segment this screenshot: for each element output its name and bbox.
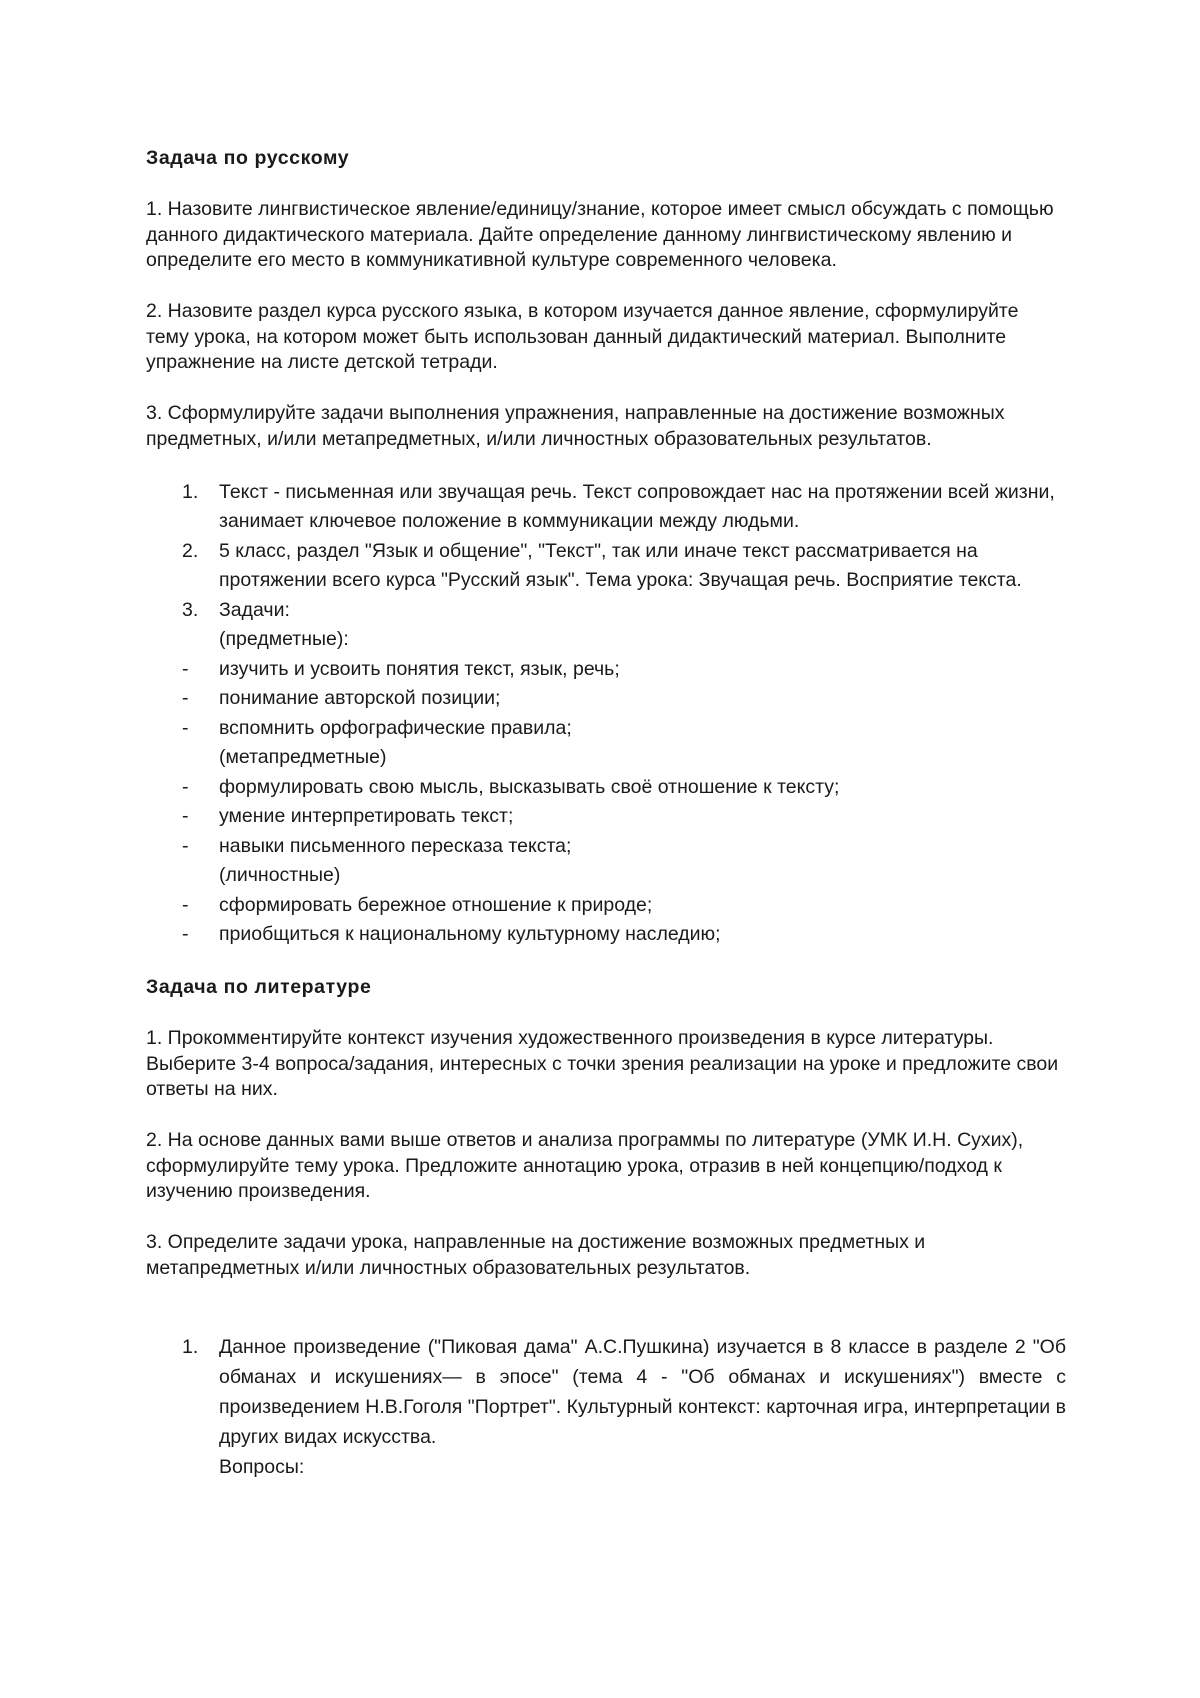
dash-marker: -: [182, 775, 189, 798]
list-number: 1.: [182, 480, 199, 503]
tasks-label: Задачи:: [219, 598, 290, 621]
list-item-text: вспомнить орфографические правила;: [219, 716, 572, 739]
list-number: 1.: [182, 1336, 199, 1358]
russian-answer-1-text: Текст - письменная или звучащая речь. Текст сопровождает нас на протяжении всей жизни, занимает ключевое положение в коммуникации между людьми.: [219, 480, 1055, 532]
literature-answer-1: [146, 1332, 1066, 1482]
russian-answer-2-text: 5 класс, раздел "Язык и общение", "Текст", так или иначе текст рассматривается на протяжении всего курса "Русский язык". Тема урока: Звучащая речь. Восприятие текста.: [219, 539, 1022, 591]
dash-marker: -: [182, 687, 189, 709]
list-item: [146, 714, 1066, 744]
russian-answers-list: [146, 478, 1066, 950]
list-number: 3.: [182, 598, 199, 621]
list-item-text: приобщиться к национальному культурному наследию;: [219, 923, 721, 945]
dash-marker: -: [182, 834, 189, 857]
list-item-text: формулировать свою мысль, высказывать своё отношение к тексту;: [219, 775, 840, 798]
list-item-text: умение интерпретировать текст;: [219, 805, 514, 827]
objectives-group-metasubject: [182, 743, 1066, 861]
russian-task-1: 1. Назовите лингвистическое явление/единицу/знание, которое имеет смысл обсуждать с помощью данного дидактического материала. Дайте определение данному лингвистическому явлению и определите его место в коммуникативной культуре современного человека.: [146, 198, 1054, 271]
list-item-text: сформировать бережное отношение к природе;: [219, 893, 653, 916]
dash-marker: -: [182, 923, 189, 945]
list-item-text: изучить и усвоить понятия текст, язык, речь;: [219, 657, 620, 680]
russian-section-title: Задача по русскому: [146, 147, 350, 169]
russian-answer-1: [146, 478, 1066, 537]
russian-answer-3: [146, 596, 1066, 950]
questions-label: Вопросы:: [219, 1456, 305, 1478]
list-item: [146, 891, 1066, 921]
list-item-text: навыки письменного пересказа текста;: [219, 834, 572, 857]
russian-task-3: 3. Сформулируйте задачи выполнения упражнения, направленные на достижение возможных предметных, и/или метапредметных, и/или личностных образовательных результатов.: [146, 402, 1005, 450]
list-item: [146, 802, 1066, 832]
objectives-group-personal: [182, 861, 1066, 950]
literature-answers-list: [146, 1332, 1066, 1482]
literature-task-1: 1. Прокомментируйте контекст изучения художественного произведения в курсе литературы. Выберите 3-4 вопроса/задания, интересных с точки зрения реализации на уроке и предложите свои ответы на них.: [146, 1027, 1059, 1100]
dash-marker: -: [182, 657, 189, 680]
list-item: [146, 655, 1066, 685]
list-number: 2.: [182, 539, 199, 562]
list-item-text: понимание авторской позиции;: [219, 687, 501, 709]
list-item: [146, 832, 1066, 862]
list-item: [146, 684, 1066, 714]
list-item: [146, 773, 1066, 803]
russian-task-2: 2. Назовите раздел курса русского языка, в котором изучается данное явление, сформулируйте тему урока, на котором может быть использован данный дидактический материал. Выполните упражнение на листе детской тетради.: [146, 300, 1019, 373]
literature-task-3: 3. Определите задачи урока, направленные на достижение возможных предметных и метапредметных и/или личностных образовательных результатов.: [146, 1231, 926, 1279]
dash-marker: -: [182, 893, 189, 916]
literature-answer-1-text: Данное произведение ("Пиковая дама" А.С.Пушкина) изучается в 8 классе в разделе 2 "Об обманах и искушениях— в эпосе" (тема 4 - "Об обманах и искушениях") вместе с произведением Н.В.Гоголя "Портрет". Культурный контекст: карточная игра, интерпретации в других видах искусства.: [219, 1336, 1066, 1448]
russian-answer-2: [146, 537, 1066, 596]
list-item: [146, 920, 1066, 950]
group-heading: (личностные): [219, 864, 341, 886]
group-heading: (предметные):: [219, 628, 349, 650]
document-page: [146, 146, 1066, 1482]
literature-task-2: 2. На основе данных вами выше ответов и анализа программы по литературе (УМК И.Н. Сухих), сформулируйте тему урока. Предложите аннотацию урока, отразив в ней концепцию/подход к изучению произведения.: [146, 1129, 1024, 1202]
dash-marker: -: [182, 716, 189, 739]
group-heading: (метапредметные): [219, 746, 387, 768]
objectives-group-subject: [182, 625, 1066, 743]
literature-section-title: Задача по литературе: [146, 976, 372, 998]
dash-marker: -: [182, 805, 189, 827]
